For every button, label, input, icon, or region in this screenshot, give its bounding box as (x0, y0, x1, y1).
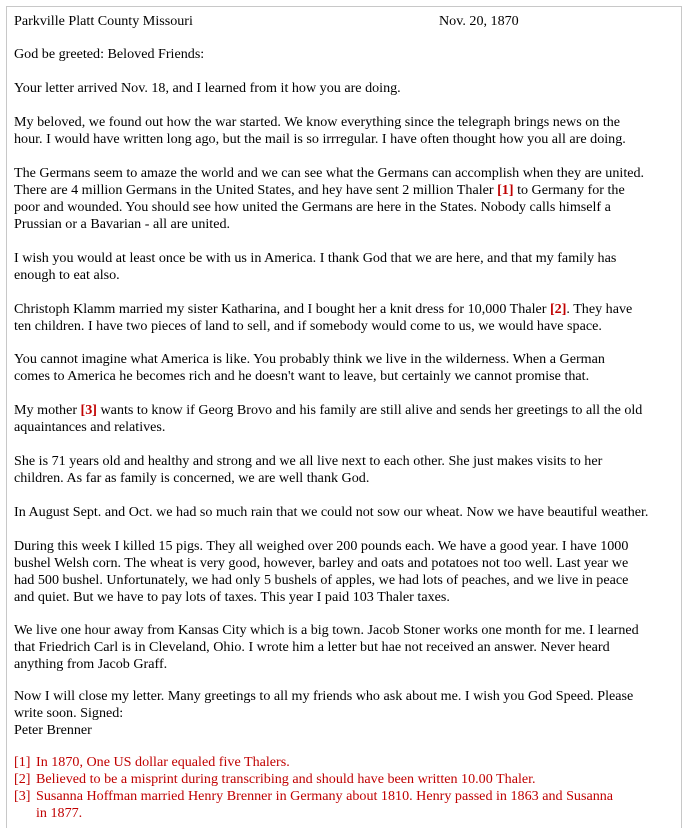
text-fragment: . They have (566, 301, 633, 317)
paragraph-7 (14, 402, 682, 436)
paragraph-9: In August Sept. and Oct. we had so much rain that we could not sow our wheat. Now we have beautiful weather. (14, 504, 649, 520)
paragraph-12-closing (14, 688, 682, 739)
paragraph-10 (14, 538, 682, 606)
text-fragment: to Germany for the (513, 182, 625, 198)
letter-place: Parkville Platt County Missouri (14, 13, 193, 29)
text-line (14, 301, 682, 318)
footnote-1 (14, 754, 290, 771)
text-line: You cannot imagine what America is like. You probably think we live in the wilderness. When a German (14, 351, 605, 367)
text-line: ten children. I have two pieces of land to sell, and if somebody would come to us, we would have space. (14, 318, 602, 334)
text-fragment: wants to know if Georg Brovo and his family are still alive and sends her greetings to all the old (96, 402, 643, 418)
text-fragment: Christoph Klamm married my sister Katharina, and I bought her a knit dress for 10,000 Thaler (14, 301, 550, 317)
text-line: enough to eat also. (14, 267, 120, 283)
letter-date: Nov. 20, 1870 (439, 13, 519, 29)
text-line: I wish you would at least once be with us in America. I thank God that we are here, and that my family has (14, 250, 617, 266)
footnote-number: [2] (14, 771, 31, 787)
paragraph-6 (14, 351, 682, 385)
footnote-3 (14, 788, 613, 822)
footnote-ref-3: [3] (80, 402, 97, 418)
text-line: had 500 bushel. Unfortunately, we had only 5 bushels of apples, we had lots of peaches, and we live in peace (14, 572, 629, 588)
footnote-ref-1: [1] (497, 182, 514, 198)
footnote-continuation: in 1877. (36, 805, 83, 821)
footnote-number: [3] (14, 788, 31, 804)
text-line: that Friedrich Carl is in Cleveland, Ohio. I wrote him a letter but hae not received an answer. Never heard (14, 639, 610, 655)
text-line: We live one hour away from Kansas City which is a big town. Jacob Stoner works one month for me. I learned (14, 622, 639, 638)
text-line: write soon. Signed: (14, 705, 124, 721)
text-line: hour. I would have written long ago, but the mail is so irrregular. I have often thought how you all are doing. (14, 131, 626, 147)
text-line: bushel Welsh corn. The wheat is very good, however, barley and oats and potatoes not too well. Last year we (14, 555, 629, 571)
signature-name: Peter Brenner (14, 722, 92, 738)
text-line: Prussian or a Bavarian - all are united. (14, 216, 231, 232)
text-line: anything from Jacob Graff. (14, 656, 168, 672)
paragraph-8 (14, 453, 682, 487)
text-fragment: There are 4 million Germans in the United States, and hey have sent 2 million Thaler (14, 182, 498, 198)
greeting: God be greeted: Beloved Friends: (14, 46, 205, 62)
paragraph-5 (14, 301, 682, 335)
text-line: During this week I killed 15 pigs. They all weighed over 200 pounds each. We have a good year. I have 1000 (14, 538, 629, 554)
paragraph-3 (14, 165, 682, 233)
text-line (14, 182, 682, 199)
text-line: poor and wounded. You should see how united the Germans are here in the States. Nobody calls himself a (14, 199, 611, 215)
text-line: children. As far as family is concerned, we are well thank God. (14, 470, 370, 486)
text-line: She is 71 years old and healthy and strong and we all live next to each other. She just makes visits to her (14, 453, 603, 469)
footnote-number: [1] (14, 754, 31, 770)
footnote-text: In 1870, One US dollar equaled five Thalers. (36, 754, 290, 770)
text-line: The Germans seem to amaze the world and we can see what the Germans can accomplish when they are united. (14, 165, 645, 181)
text-line (14, 402, 682, 419)
paragraph-1: Your letter arrived Nov. 18, and I learned from it how you are doing. (14, 80, 401, 96)
footnote-text: Susanna Hoffman married Henry Brenner in Germany about 1810. Henry passed in 1863 and Susanna (36, 788, 614, 804)
text-fragment: My mother (14, 402, 81, 418)
text-line: comes to America he becomes rich and he doesn't want to leave, but certainly we cannot promise that. (14, 368, 590, 384)
footnote-text: Believed to be a misprint during transcribing and should have been written 10.00 Thaler. (36, 771, 536, 787)
text-line: and quiet. But we have to pay lots of taxes. This year I paid 103 Thaler taxes. (14, 589, 450, 605)
text-line: Now I will close my letter. Many greetings to all my friends who ask about me. I wish you God Speed. Please (14, 688, 634, 704)
text-line: My beloved, we found out how the war started. We know everything since the telegraph brings news on the (14, 114, 621, 130)
paragraph-4 (14, 250, 682, 284)
text-line: aquaintances and relatives. (14, 419, 166, 435)
footnote-2 (14, 771, 536, 788)
paragraph-11 (14, 622, 682, 673)
footnote-ref-2: [2] (549, 301, 567, 317)
paragraph-2 (14, 114, 682, 148)
